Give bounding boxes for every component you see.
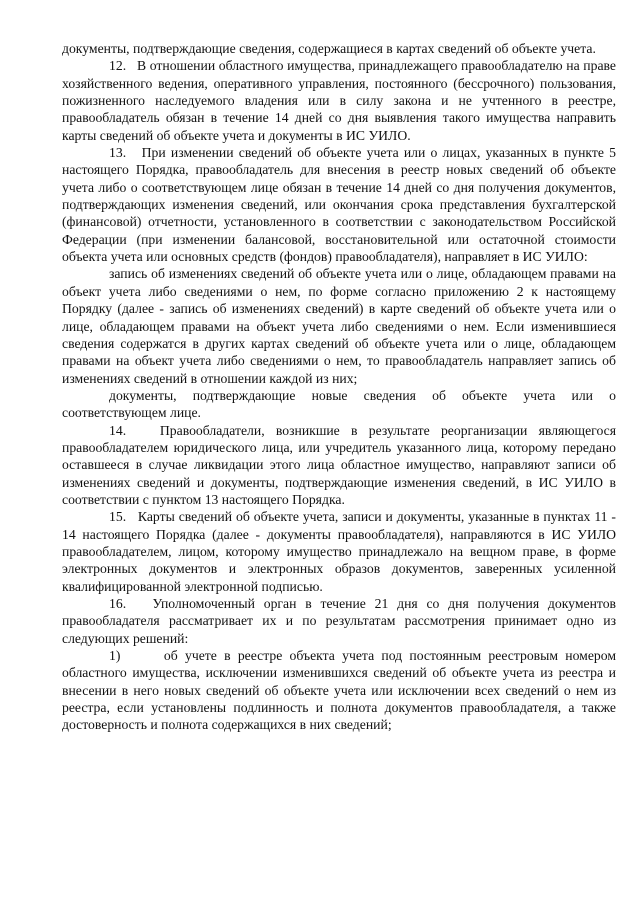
document-page xyxy=(62,40,616,734)
paragraph-subitem-1: 1) об учете в реестре объекта учета под постоянным реестровым номером областного имущества, исключении изменившихся сведений об объекте учета из реестра и внесении в него новых сведений об объекте учета или исключении всех сведений о нем из реестра, если установлены подлинность и полнота документов правообладателя, а также достоверность и полнота содержащихся в них сведений; xyxy=(62,648,616,733)
paragraph-item-13: 13. При изменении сведений об объекте учета или о лицах, указанных в пункте 5 настоящего Порядка, правообладатель для внесения в реестр новых сведений об объекте учета либо о соответствующем лице обязан в течение 14 дней со дня получения документов, подтверждающих изменения сведений, или окончания срока представления бухгалтерской (финансовой) отчетности, установленного в соответствии с законодательством Российской Федерации (при изменении балансовой, восстановительной или остаточной стоимости объекта учета или основных средств (фондов) правообладателя), направляет в ИС УИЛО: xyxy=(62,145,616,265)
paragraph-record-of-changes: запись об изменениях сведений об объекте учета или о лице, обладающем правами на объект учета либо сведениями о нем, по форме согласно приложению 2 к настоящему Порядку (далее - запись об изменениях сведений) в карте сведений об объекте учета или о лице, обладающем правами на объект учета либо сведениями о нем. Если изменившиеся сведения содержатся в других картах сведений об объекте учета или о лице, обладающем правами на объект учета либо сведениями о нем, то правообладатель направляет запись об изменениях сведений в отношении каждой из них; xyxy=(62,266,616,386)
paragraph-item-15: 15. Карты сведений об объекте учета, записи и документы, указанные в пунктах 11 - 14 настоящего Порядка (далее - документы правообладателя), направляются в ИС УИЛО правообладателем, лицом, которому имущество принадлежало на вещном праве, в форме электронных документов и электронных образов документов, заверенных усиленной квалифицированной электронной подписью. xyxy=(62,509,616,594)
paragraph-supporting-documents: документы, подтверждающие новые сведения об объекте учета или о соответствующем лице. xyxy=(62,387,616,421)
paragraph-item-12: 12. В отношении областного имущества, принадлежащего правообладателю на праве хозяйственного ведения, оперативного управления, постоянного (бессрочного) пользования, пожизненного наследуемого владения или в силу закона и не учтенного в реестре, правообладатель обязан в течение 14 дней со дня выявления такого имущества направить карты сведений об объекте учета и документы в ИС УИЛО. xyxy=(62,58,616,143)
paragraph-continuation: документы, подтверждающие сведения, содержащиеся в картах сведений об объекте учета. xyxy=(62,41,596,56)
paragraph-item-14: 14. Правообладатели, возникшие в результате реорганизации являющегося правообладателем юридического лица, или учредитель указанного лица, которому передано оставшееся в случае ликвидации этого лица областное имущество, направляют записи об изменениях сведений и документы, подтверждающие изменения сведений, в ИС УИЛО в соответствии с пунктом 13 настоящего Порядка. xyxy=(62,422,616,507)
paragraph-item-16: 16. Уполномоченный орган в течение 21 дня со дня получения документов правообладателя рассматривает их и по результатам рассмотрения принимает одно из следующих решений: xyxy=(62,596,616,646)
